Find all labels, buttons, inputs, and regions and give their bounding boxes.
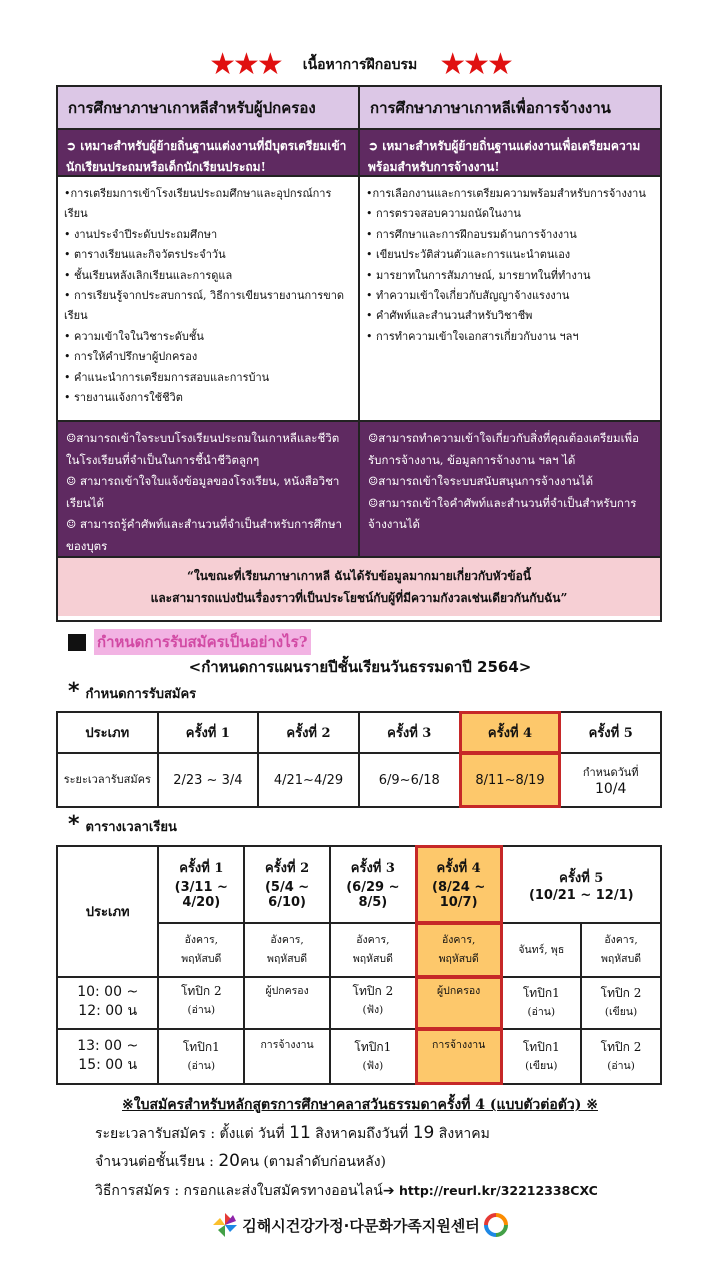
period-label: ระยะเวลารับสมัคร : ตั้งแต่ วันที่ — [95, 1126, 290, 1142]
outcome-item: ☺สามารถทำความเข้าใจเกี่ยวกับสิ่งที่คุณต้องเตรียมเพื่อรับการจ้างงาน, ข้อมูลการจ้างงาน ฯลฯ ได้ — [368, 431, 640, 467]
table-cell — [502, 977, 582, 1029]
course-content-box — [56, 85, 662, 622]
round-name: ครั้งที่ 3 — [350, 861, 395, 876]
cell-main: โทปิก 2 — [600, 1039, 642, 1054]
table-cell — [581, 1029, 661, 1084]
table-cell: อังคาร, พฤหัสบดี — [330, 923, 416, 977]
cell-sub: (อ่าน) — [607, 1059, 635, 1072]
arrow-right-icon: ➔ — [382, 1183, 395, 1199]
list-item: •การเลือกงานและการเตรียมความพร้อมสำหรับการจ้างงาน — [366, 187, 646, 200]
table-header — [502, 846, 661, 923]
cell-main: โทปิก 2 — [352, 984, 394, 998]
cell-main: โทปิก1 — [182, 1039, 220, 1054]
list-item: • เขียนประวัติส่วนตัวและการแนะนำตนเอง — [366, 248, 571, 262]
course-parent-target: ➲ เหมาะสำหรับผู้ย้ายถิ่นฐานแต่งงานที่มีบุตรเตรียมเข้านักเรียนประถมหรือเด็กนักเรียนประถม! — [58, 130, 360, 175]
list-item: • การทำความเข้าใจเอกสารเกี่ยวกับงาน ฯลฯ — [366, 329, 579, 343]
quote-line-1: “ในขณะที่เรียนภาษาเกาหลี ฉันได้รับข้อมูลมากมายเกี่ยวกับหัวข้อนี้ — [186, 569, 532, 583]
list-item: • การเรียนรู้จากประสบการณ์, วิธีการเขียนรายงานการขาดเรียน — [64, 289, 345, 323]
period-mid: สิงหาคมถึงวันที่ — [310, 1126, 413, 1142]
outcome-item: ☺ สามารถเข้าใจใบแจ้งข้อมูลของโรงเรียน, หนังสือวิชาเรียนได้ — [66, 474, 340, 510]
table-header — [158, 846, 244, 923]
count-label: จำนวนต่อชั้นเรียน : — [95, 1154, 219, 1170]
table-cell: อังคาร, พฤหัสบดี — [158, 923, 244, 977]
asterisk-icon: * — [68, 812, 80, 837]
list-item: • รายงานแจ้งการใช้ชีวิต — [64, 391, 183, 405]
cell-main: การจ้างงาน — [432, 1039, 486, 1051]
time-cell — [57, 977, 158, 1029]
table-cell — [158, 977, 244, 1029]
table-row — [57, 712, 661, 753]
page-title-row — [0, 47, 720, 82]
round-period: (3/11 ~ 4/20) — [174, 880, 228, 910]
application-period — [95, 1123, 490, 1145]
table-cell: 2/23 ~ 3/4 — [158, 753, 259, 807]
class-capacity — [95, 1151, 386, 1173]
table-cell: จันทร์, พุธ — [502, 923, 582, 977]
round-period: (6/29 ~ 8/5) — [346, 880, 400, 910]
cell-prefix: กำหนดวันที่ — [582, 766, 639, 779]
cell-main: โทปิก1 — [354, 1039, 392, 1054]
table-cell — [330, 977, 416, 1029]
course-parent-items — [58, 177, 360, 420]
cell-sub: (เขียน) — [604, 1006, 638, 1018]
table-row — [57, 1029, 661, 1084]
list-item: • การตรวจสอบความถนัดในงาน — [366, 207, 521, 221]
course-headers — [58, 87, 660, 130]
cell-main: ผู้ปกครอง — [265, 985, 309, 997]
page-title: เนื้อหาการฝึกอบรม — [302, 57, 418, 73]
cell-sub: (ฟัง) — [362, 1059, 384, 1072]
table-cell-highlight: อังคาร, พฤหัสบดี — [416, 923, 502, 977]
cell-sub: (เขียน) — [525, 1059, 558, 1072]
list-item: • ตารางเรียนและกิจวัตรประจำวัน — [64, 248, 226, 262]
registration-heading — [68, 629, 311, 655]
stars-right: ★★★ — [439, 47, 511, 82]
table-header: ครั้งที่ 3 — [359, 712, 460, 753]
list-item: • มารยาทในการสัมภาษณ์, มารยาทในที่ทำงาน — [366, 268, 591, 282]
cell-sub: (อ่าน) — [527, 1006, 556, 1018]
apply-subtitle-text: กำหนดการรับสมัคร — [85, 687, 197, 702]
course-employment-outcomes — [360, 422, 660, 556]
apply-subtitle — [68, 679, 196, 704]
application-title: ※ใบสมัครสำหรับหลักสูตรการศึกษาคลาสวันธรรมดาครั้งที่ 4 (แบบตัวต่อตัว) ※ — [122, 1097, 598, 1113]
table-cell — [158, 1029, 244, 1084]
table-header — [330, 846, 416, 923]
table-header-highlight — [416, 846, 502, 923]
list-item: • คำศัพท์และสำนวนสำหรับวิชาชีพ — [366, 309, 533, 323]
table-header: ครั้งที่ 1 — [158, 712, 259, 753]
list-item: • งานประจำปีระดับประถมศึกษา — [64, 227, 218, 241]
footer — [0, 1212, 720, 1238]
cell-sub: (ฟัง) — [362, 1004, 384, 1016]
cell-main: โทปิก1 — [522, 1039, 560, 1054]
application-url-link[interactable]: http://reurl.kr/32212338CXC — [399, 1183, 598, 1198]
cell-main: การจ้างงาน — [260, 1039, 314, 1051]
period-tail: สิงหาคม — [434, 1126, 490, 1142]
cell-main: ผู้ปกครอง — [437, 985, 481, 997]
table-cell — [581, 977, 661, 1029]
round-name: ครั้งที่ 4 — [436, 861, 481, 876]
table-cell: 4/21~4/29 — [258, 753, 359, 807]
table-cell-highlight — [416, 1029, 502, 1084]
list-item: • คำแนะนำการเตรียมการสอบและการบ้าน — [64, 370, 270, 384]
table-cell — [244, 977, 330, 1029]
course-target-row — [58, 130, 660, 177]
course-parent-title: การศึกษาภาษาเกาหลีสำหรับผู้ปกครอง — [58, 87, 360, 128]
time-start: 13: 00 ~ — [77, 1037, 139, 1054]
asterisk-icon: * — [68, 679, 80, 704]
table-cell: 6/9~6/18 — [359, 753, 460, 807]
class-schedule-table — [56, 845, 662, 1085]
course-employment-target: ➲ เหมาะสำหรับผู้ย้ายถิ่นฐานแต่งงานเพื่อเตรียมความพร้อมสำหรับการจ้างงาน! — [368, 139, 641, 174]
table-cell — [244, 1029, 330, 1084]
course-employment-items — [360, 177, 660, 420]
list-item: •การเตรียมการเข้าโรงเรียนประถมศึกษาและอุปกรณ์การเรียน — [64, 187, 332, 221]
pinwheel-logo-icon — [212, 1212, 238, 1238]
table-cell — [330, 1029, 416, 1084]
application-period-table — [56, 711, 662, 808]
table-row — [57, 846, 661, 923]
list-item: • การศึกษาและการฝึกอบรมด้านการจ้างงาน — [366, 227, 577, 241]
period-start: 11 — [289, 1123, 311, 1143]
table-cell: อังคาร, พฤหัสบดี — [581, 923, 661, 977]
time-end: 12: 00 น — [78, 1003, 138, 1019]
table-header-highlight: ครั้งที่ 4 — [460, 712, 561, 753]
table-row — [57, 977, 661, 1029]
plan-title: <กำหนดการแผนรายปีชั้นเรียนวันธรรมดาปี 2564> — [188, 658, 532, 676]
outcome-item: ☺ สามารถรู้คำศัพท์และสำนวนที่จำเป็นสำหรับการศึกษาของบุตร — [66, 517, 342, 553]
schedule-subtitle-text: ตารางเวลาเรียน — [85, 820, 177, 835]
cell-date: 10/4 — [594, 781, 627, 797]
course-items-row — [58, 177, 660, 422]
schedule-subtitle — [68, 812, 177, 837]
table-cell — [560, 753, 661, 807]
course-parent-outcomes — [58, 422, 360, 556]
course-employment-title: การศึกษาภาษาเกาหลีเพื่อการจ้างงาน — [370, 98, 611, 117]
time-end: 15: 00 น — [78, 1056, 138, 1073]
round-period: (5/4 ~ 6/10) — [264, 880, 310, 910]
outcome-item: ☺สามารถเข้าใจระบบโรงเรียนประถมในเกาหลีและชีวิตในโรงเรียนที่จำเป็นในการชี้นำชีวิตลูกๆ — [66, 431, 340, 467]
cell-main: โทปิก1 — [522, 986, 560, 1000]
list-item: • ทำความเข้าใจเกี่ยวกับสัญญาจ้างแรงงาน — [366, 289, 570, 303]
table-header: ประเภท — [57, 712, 158, 753]
round-name: ครั้งที่ 5 — [559, 870, 604, 886]
time-cell — [57, 1029, 158, 1084]
round-name: ครั้งที่ 1 — [179, 861, 224, 876]
table-header — [244, 846, 330, 923]
application-method — [95, 1180, 598, 1202]
table-cell-highlight: 8/11~8/19 — [460, 753, 561, 807]
table-cell — [502, 1029, 582, 1084]
outcome-item: ☺สามารถเข้าใจคำศัพท์และสำนวนที่จำเป็นสำหรับการจ้างงานได้ — [368, 495, 637, 531]
list-item: • การให้คำปรึกษาผู้ปกครอง — [64, 350, 198, 364]
table-cell-highlight — [416, 977, 502, 1029]
round-period: (8/24 ~ 10/7) — [432, 880, 486, 910]
table-header: ประเภท — [57, 846, 158, 977]
organization-name: 김해시건강가정·다문화가족지원센터 — [242, 1216, 480, 1235]
count-value: 20 — [218, 1151, 240, 1171]
circular-logo-icon — [484, 1213, 508, 1237]
cell-main: โทปิก 2 — [600, 986, 642, 1000]
round-period: (10/21 ~ 12/1) — [528, 887, 634, 903]
table-header: ครั้งที่ 5 — [560, 712, 661, 753]
course-outcome-row — [58, 422, 660, 558]
outcome-item: ☺สามารถเข้าใจระบบสนับสนุนการจ้างงานได้ — [368, 474, 594, 488]
cell-sub: (อ่าน) — [187, 1004, 216, 1016]
cell-main: โทปิก 2 — [180, 984, 222, 998]
list-item: • ชั้นเรียนหลังเลิกเรียนและการดูแล — [64, 268, 233, 282]
testimonial-quote — [58, 558, 660, 616]
list-item: • ความเข้าใจในวิชาระดับชั้น — [64, 329, 204, 343]
count-tail: คน (ตามลำดับก่อนหลัง) — [239, 1154, 386, 1170]
time-start: 10: 00 ~ — [77, 984, 139, 1000]
table-cell: ระยะเวลารับสมัคร — [57, 753, 158, 807]
registration-heading-text: กำหนดการรับสมัครเป็นอย่างไร? — [94, 629, 311, 655]
method-label: วิธีการสมัคร : กรอกและส่งใบสมัครทางออนไลน์ — [95, 1183, 383, 1199]
quote-line-2: และสามารถแบ่งปันเรื่องราวที่เป็นประโยชน์กับผู้ที่มีความกังวลเช่นเดียวกันกับฉัน” — [150, 591, 568, 605]
table-row — [57, 753, 661, 807]
cell-sub: (อ่าน) — [187, 1059, 216, 1072]
square-bullet-icon — [68, 634, 86, 651]
table-header: ครั้งที่ 2 — [258, 712, 359, 753]
round-name: ครั้งที่ 2 — [264, 861, 310, 876]
period-end: 19 — [412, 1123, 435, 1143]
stars-left: ★★★ — [209, 47, 281, 82]
table-cell: อังคาร, พฤหัสบดี — [244, 923, 330, 977]
